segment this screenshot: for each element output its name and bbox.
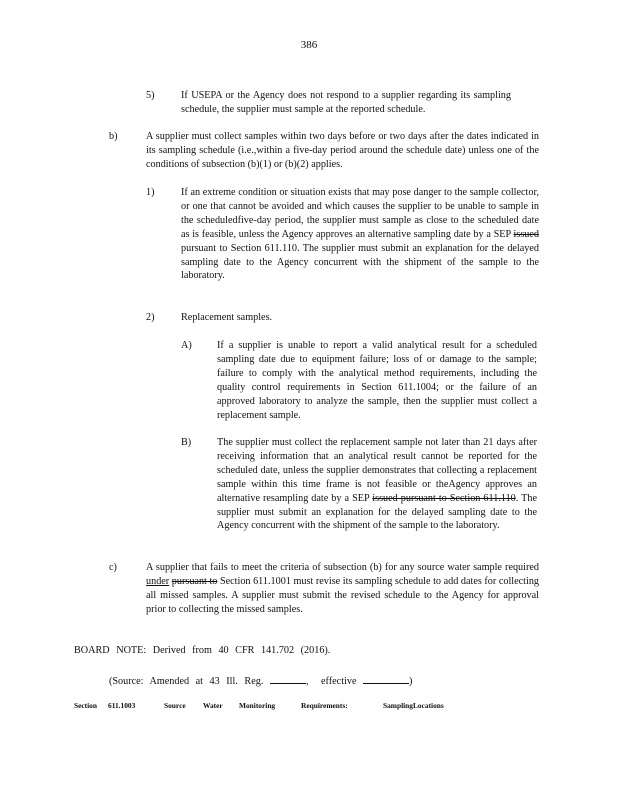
effective-blank xyxy=(363,672,409,684)
struck-text: issued pursuant to Section 611.110 xyxy=(372,492,516,504)
footer-word-requirements: Requirements: xyxy=(301,701,348,710)
source-effective: effective xyxy=(321,676,357,687)
footer-word-source: Source xyxy=(164,701,186,710)
struck-text: issued xyxy=(513,228,539,240)
footer-number: 611.1003 xyxy=(108,701,136,710)
footer-section: Section xyxy=(74,701,97,710)
item-text-b2a: If a supplier is unable to report a valid analytical result for a scheduled sampling date due to equipment failure; loss of or damage to the sample; failure to comply with the analytical method requirements, including the quality control requirements in Section 611.1004; or the failure of an approved laboratory to analyze the sample, then the supplier must collect a replacement sample. xyxy=(217,340,537,421)
source-line: (Source: Amended at 43 Ill. Reg. , effective ) xyxy=(109,672,412,689)
footer-word-water: Water xyxy=(203,701,223,710)
struck-text: pursuant to xyxy=(171,575,218,587)
item-text-b2: Replacement samples. xyxy=(181,312,273,323)
item-label-5: 5) xyxy=(146,90,155,101)
page-number: 386 xyxy=(300,39,318,51)
item-text-b1: If an extreme condition or situation exists that may pose danger to the sample collector, or one that cannot be avoided and which causes the supplier to be unable to sample in the scheduledfive-day period, the supplier must sample as close to the scheduled date as is feasible, unless the Agency approves an alternative sampling date by a SEP issued pursuant to Section 611.110. The supplier must submit an explanation for the delayed sampling date to the Agency concurrent with the shipment of the sample to the laboratory. xyxy=(181,187,539,282)
board-note: BOARD NOTE: Derived from 40 CFR 141.702 (2016). xyxy=(74,645,331,656)
footer-word-sampling-locations: SamplingLocations xyxy=(383,701,444,710)
item-text-b: A supplier must collect samples within two days before or two days after the dates indicated in its sampling schedule (i.e.,within a five-day period around the schedule date) unless one of the conditions of subsection (b)(1) or (b)(2) applies. xyxy=(146,131,539,170)
item-label-b1: 1) xyxy=(146,187,155,198)
item-text-b2b: The supplier must collect the replacement sample not later than 21 days after receiving information that an analytical result cannot be reported for the scheduled date, unless the supplier demonstrates that collecting a replacement sample within this time frame is not feasible or theAgency approves an alternative resampling date by a SEP issued pursuant to Section 611.110. The supplier must submit an explanation for the delayed sampling date to the Agency concurrent with the shipment of the sample to the laboratory. xyxy=(217,437,538,532)
register-blank xyxy=(270,672,306,684)
item-label-c: c) xyxy=(109,562,117,573)
item-label-b: b) xyxy=(109,131,118,142)
item-text-5: If USEPA or the Agency does not respond to a supplier regarding its sampling schedule, the supplier must sample at the reported schedule. xyxy=(181,90,511,115)
item-label-b2a: A) xyxy=(181,340,192,351)
underlined-text: under xyxy=(146,575,170,587)
item-label-b2b: B) xyxy=(181,437,192,448)
footer-word-monitoring: Monitoring xyxy=(239,701,276,710)
source-prefix: (Source: Amended at 43 Ill. Reg. xyxy=(109,676,264,687)
item-text-c: A supplier that fails to meet the criteria of subsection (b) for any source water sample required under pursuant to Section 611.1001 must revise its sampling schedule to add dates for collecting all missed samples. A supplier must submit the revised schedule to the Agency for approval prior to collecting the missed samples. xyxy=(146,562,540,615)
item-label-b2: 2) xyxy=(146,312,155,323)
